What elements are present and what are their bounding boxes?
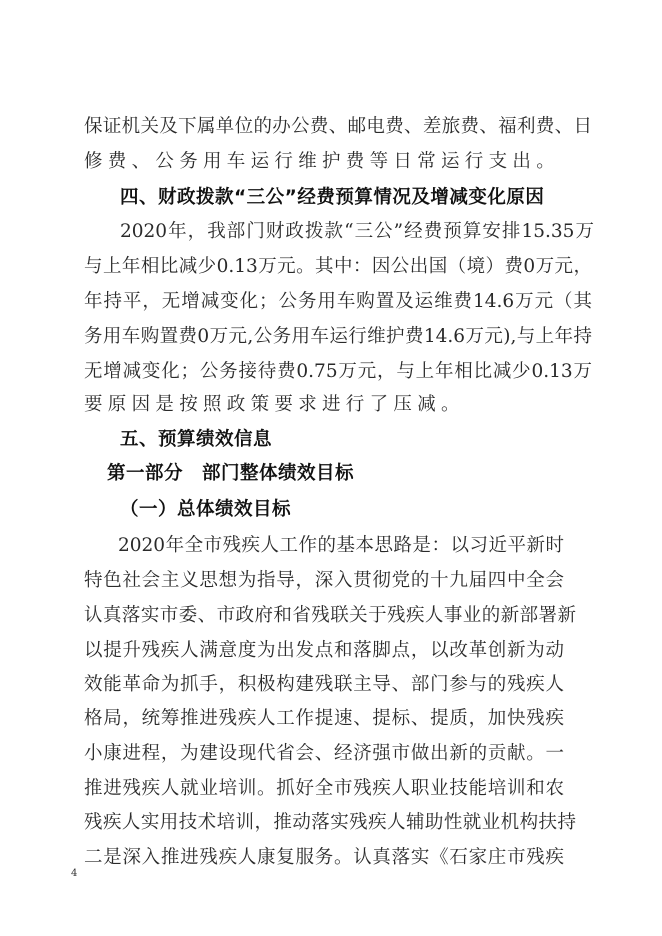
body-text-line: 无增减变化；公务接待费0.75万元，与上年相比减少0.13万 bbox=[84, 361, 592, 382]
section-heading-five: 五、预算绩效信息 bbox=[120, 429, 273, 450]
body-text-line: 保证机关及下属单位的办公费、邮电费、差旅费、福利费、日 bbox=[84, 116, 592, 137]
body-text-line: 与上年相比减少0.13万元。其中：因公出国（境）费0万元， bbox=[84, 256, 592, 277]
body-text-line: 2020年全市残疾人工作的基本思路是：以习近平新时 bbox=[118, 535, 564, 556]
body-text-line: 务用车购置费0万元,公务用车运行维护费14.6万元),与上年持 bbox=[84, 326, 592, 347]
body-text-line: 效能革命为抓手，积极构建残联主导、部门参与的残疾人 bbox=[84, 674, 564, 695]
body-text-line: 年持平，无增减变化；公务用车购置及运维费14.6万元（其 bbox=[84, 291, 592, 312]
body-text-line: 推进残疾人就业培训。抓好全市残疾人职业技能培训和农 bbox=[84, 778, 564, 799]
body-text-line: 残疾人实用技术培训，推动落实残疾人辅助性就业机构扶持 bbox=[84, 812, 576, 833]
body-text-line: 认真落实市委、市政府和省残联关于残疾人事业的新部署新 bbox=[84, 605, 576, 626]
body-text-line: 2020年，我部门财政拨款“三公”经费预算安排15.35万 bbox=[120, 221, 594, 242]
body-text-line: 特色社会主义思想为指导，深入贯彻党的十九届四中全会 bbox=[84, 570, 564, 591]
body-text-line: 格局，统筹推进残疾人工作提速、提标、提质，加快残疾 bbox=[84, 708, 564, 729]
body-text-line: 要原因是按照政策要求进行了压减。 bbox=[84, 394, 465, 415]
body-text-line: 二是深入推进残疾人康复服务。认真落实《石家庄市残疾 bbox=[84, 847, 564, 868]
subsection-heading: （一）总体绩效目标 bbox=[120, 499, 292, 520]
body-text-line: 小康进程，为建设现代省会、经济强市做出新的贡献。一 bbox=[84, 743, 564, 764]
part-heading: 第一部分 部门整体绩效目标 bbox=[107, 463, 355, 484]
section-heading-four: 四、财政拨款“三公”经费预算情况及增减变化原因 bbox=[120, 187, 545, 208]
body-text-line: 修费、公务用车运行维护费等日常运行支出。 bbox=[84, 151, 561, 172]
body-text-line: 以提升残疾人满意度为出发点和落脚点，以改革创新为动 bbox=[84, 640, 564, 661]
page-number: 4 bbox=[71, 868, 78, 879]
